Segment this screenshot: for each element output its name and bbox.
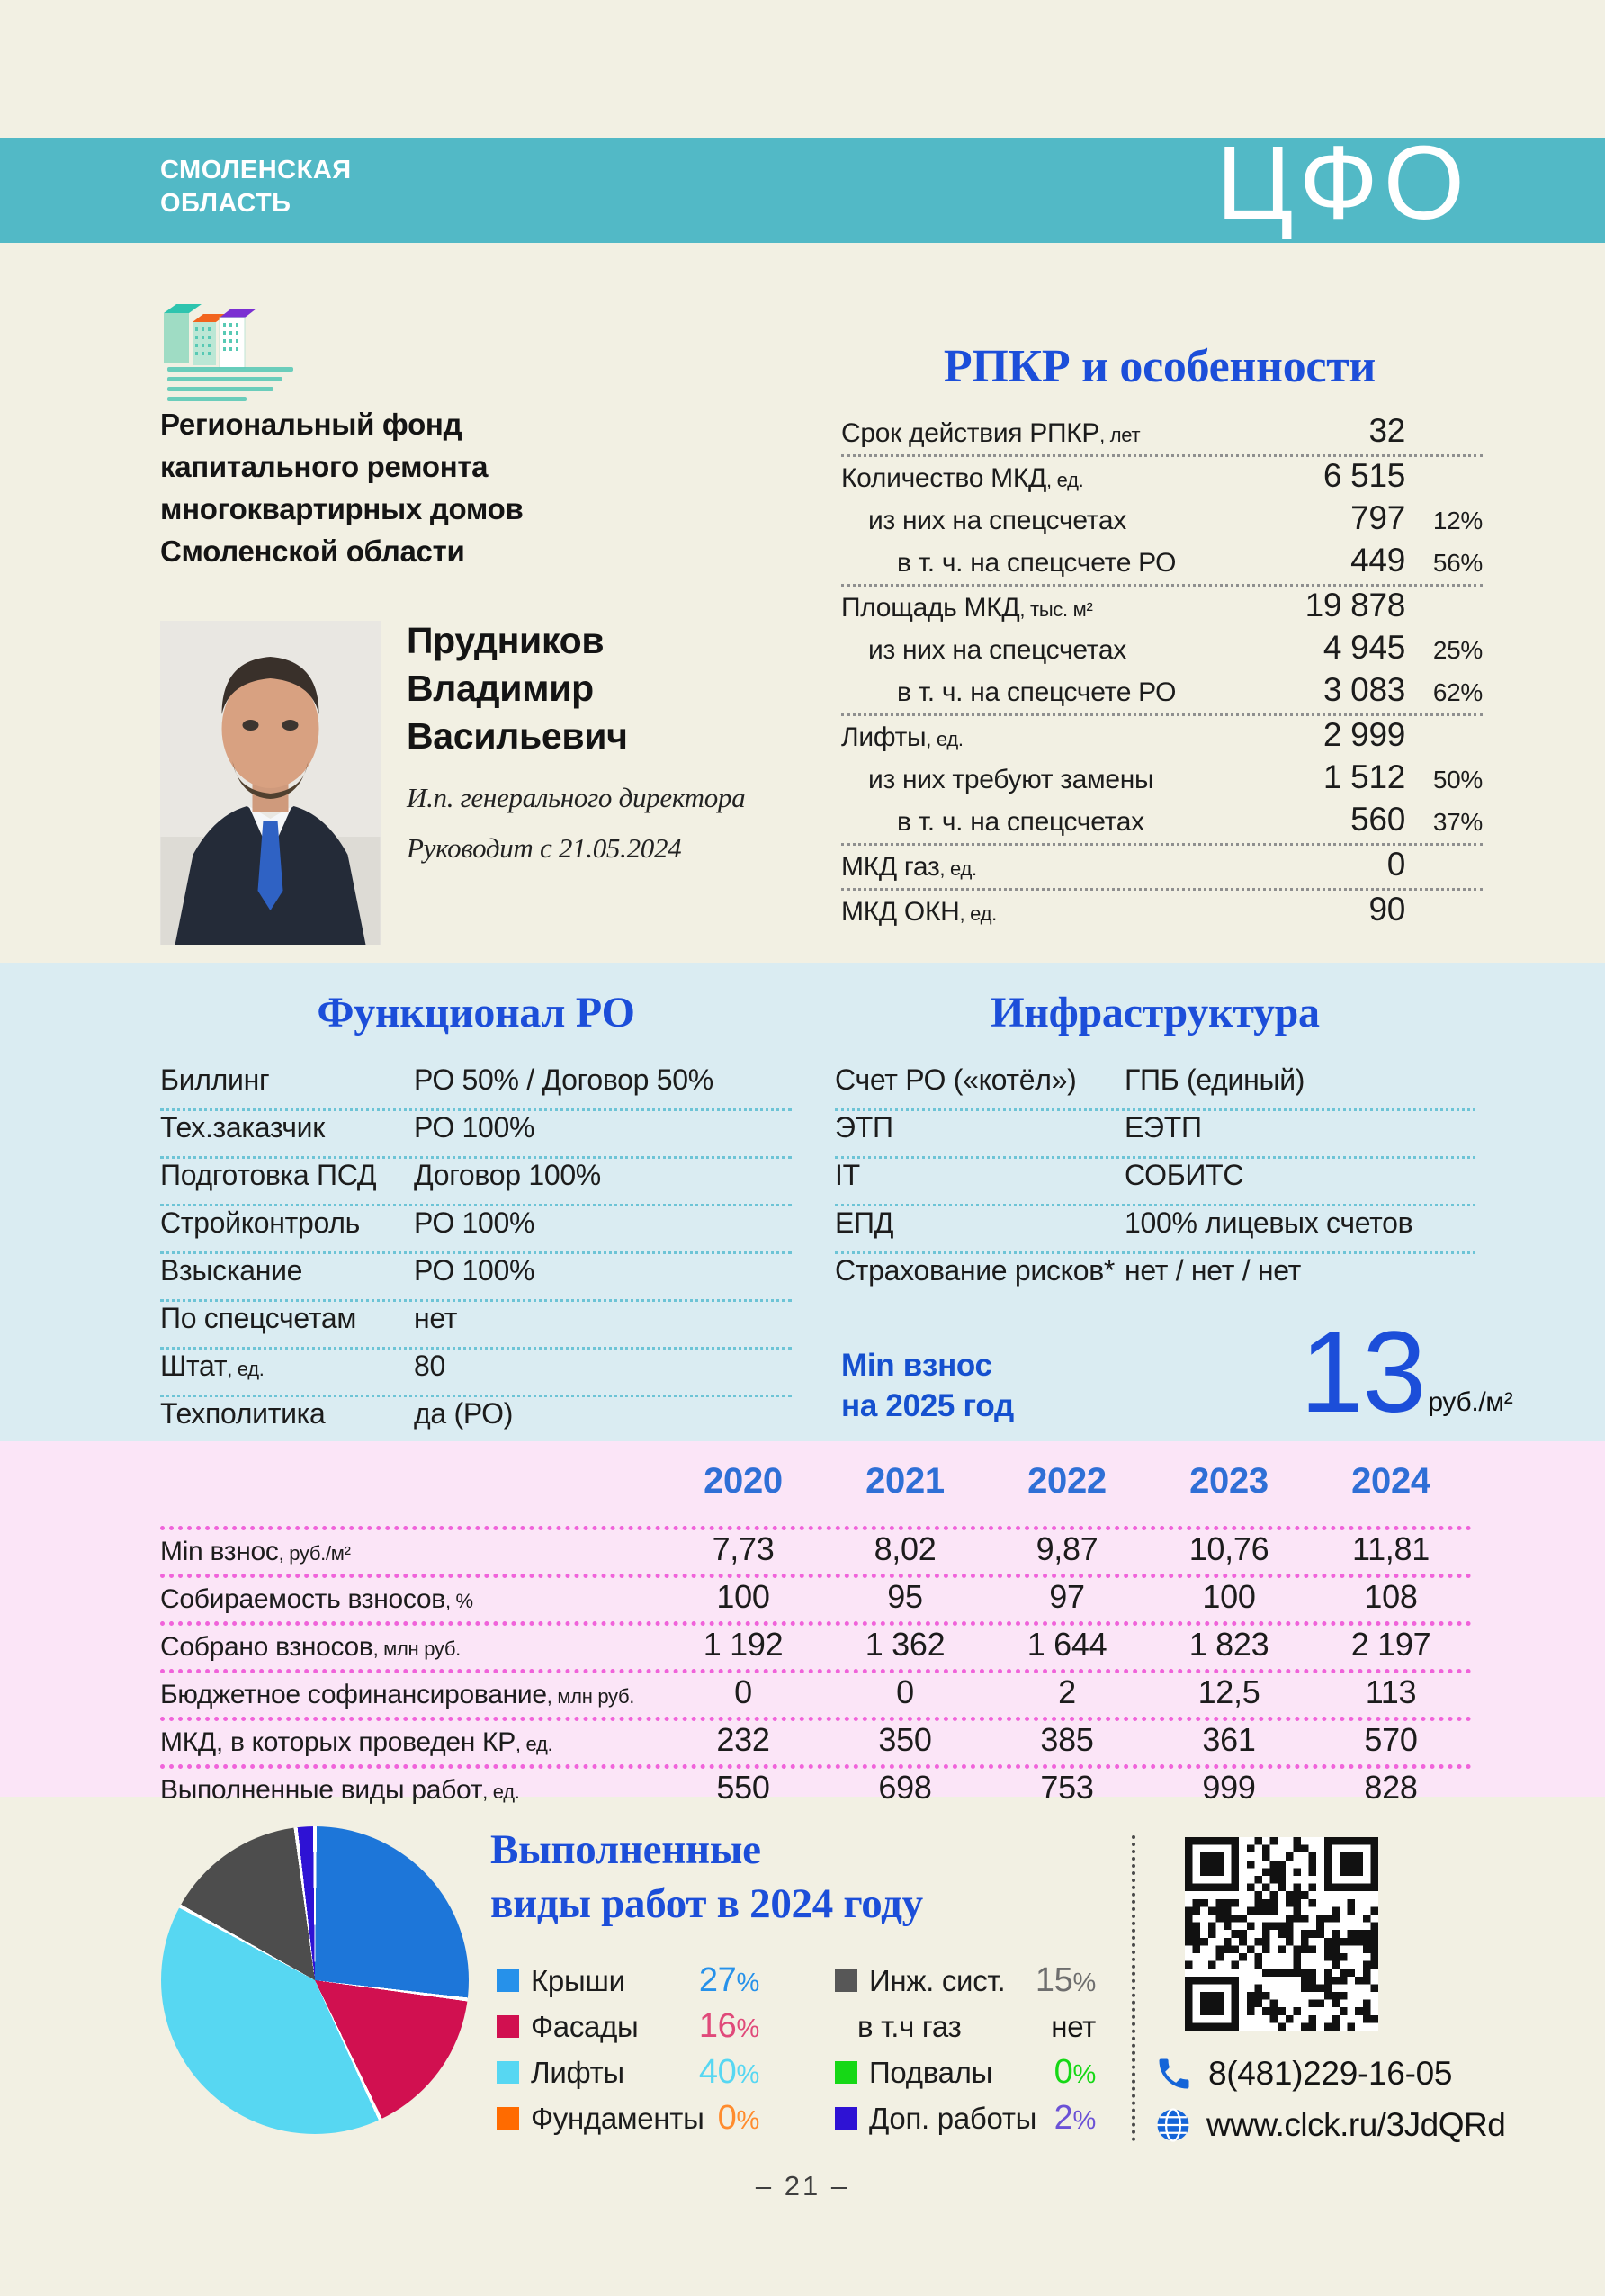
chart-title bbox=[490, 1823, 1120, 1931]
cell-value: 350 bbox=[878, 1721, 932, 1758]
row-label: из них на спецсчетах bbox=[868, 506, 1126, 535]
table-row bbox=[841, 758, 1483, 801]
row-percent: 37% bbox=[1432, 808, 1483, 836]
cell-value: 232 bbox=[716, 1721, 770, 1758]
pie-chart bbox=[161, 1826, 469, 2134]
table-row bbox=[835, 1254, 1475, 1299]
row-label: Количество МКД bbox=[841, 463, 1047, 493]
federal-district-label: ЦФО bbox=[1215, 124, 1470, 241]
functional-table bbox=[160, 1063, 792, 1442]
cell-value: 753 bbox=[1040, 1769, 1094, 1806]
table-row bbox=[841, 457, 1483, 499]
row-value: 4 945 bbox=[1323, 629, 1405, 666]
table-row bbox=[841, 801, 1483, 846]
legend-value: 16 % bbox=[698, 2007, 759, 2045]
rpkr-table bbox=[841, 412, 1483, 933]
legend-swatch bbox=[497, 2107, 519, 2130]
cell-value: 10,76 bbox=[1188, 1530, 1269, 1567]
row-unit: , млн руб. bbox=[372, 1637, 461, 1660]
row-unit: , ед. bbox=[926, 728, 964, 750]
row-value: РО 100% bbox=[414, 1206, 535, 1239]
row-unit: , ед. bbox=[939, 857, 977, 880]
cell-value: 1 362 bbox=[865, 1626, 946, 1663]
phone-contact bbox=[1154, 2054, 1452, 2094]
director-position: И.п. генерального директора bbox=[407, 782, 746, 813]
page-number: – 21 – bbox=[755, 2170, 850, 2202]
table-row bbox=[835, 1111, 1475, 1159]
legend-item bbox=[835, 2049, 1096, 2095]
row-label: МКД ОКН bbox=[841, 897, 960, 927]
table-row bbox=[160, 1721, 1472, 1769]
chart-legend-right bbox=[835, 1958, 1096, 2141]
row-label: Подготовка ПСД bbox=[160, 1159, 377, 1191]
row-label: ЕПД bbox=[835, 1206, 894, 1239]
vertical-dotted-divider bbox=[1132, 1835, 1135, 2141]
legend-label: Доп. работы bbox=[869, 2101, 1037, 2135]
cell-value: 11,81 bbox=[1352, 1530, 1430, 1567]
legend-value: 40 % bbox=[698, 2053, 759, 2091]
row-label: ЭТП bbox=[835, 1111, 893, 1144]
row-value: 449 bbox=[1350, 542, 1405, 578]
table-row bbox=[160, 1673, 1472, 1721]
table-row bbox=[835, 1063, 1475, 1111]
table-row bbox=[835, 1159, 1475, 1206]
row-value: нет bbox=[414, 1302, 458, 1334]
row-unit: , ед. bbox=[515, 1733, 553, 1755]
year-column-header: 2021 bbox=[865, 1461, 945, 1501]
legend-label: Фундаменты bbox=[531, 2101, 704, 2135]
row-value: 90 bbox=[1368, 891, 1405, 928]
row-value: нет / нет / нет bbox=[1125, 1254, 1302, 1287]
min-fee-2025-label bbox=[841, 1345, 1014, 1426]
cell-value: 12,5 bbox=[1197, 1673, 1260, 1710]
cell-value: 100 bbox=[1202, 1578, 1256, 1615]
row-label: в т. ч. на спецсчете РО bbox=[897, 548, 1177, 578]
table-row bbox=[160, 1254, 792, 1302]
min-fee-number: 13 bbox=[1300, 1308, 1425, 1437]
row-label: IT bbox=[835, 1159, 860, 1191]
cell-value: 2 bbox=[1058, 1673, 1076, 1710]
row-label: Взыскание bbox=[160, 1254, 303, 1287]
row-label: Собрано взносов bbox=[160, 1632, 373, 1662]
table-row bbox=[160, 1626, 1472, 1673]
legend-item bbox=[497, 1958, 759, 2004]
row-value: 80 bbox=[414, 1350, 445, 1382]
cell-value: 1 823 bbox=[1188, 1626, 1269, 1663]
row-label: МКД, в которых проведен КР bbox=[160, 1727, 516, 1757]
legend-label: в т.ч газ bbox=[857, 2009, 962, 2043]
fund-logo bbox=[158, 293, 272, 375]
row-label: в т. ч. на спецсчете РО bbox=[897, 677, 1177, 707]
cell-value: 7,73 bbox=[712, 1530, 775, 1567]
year-column-header: 2020 bbox=[704, 1461, 783, 1501]
row-value: 100% лицевых счетов bbox=[1125, 1206, 1413, 1239]
infrastructure-table bbox=[835, 1063, 1475, 1299]
row-label: Стройконтроль bbox=[160, 1206, 361, 1239]
row-unit: , руб./м² bbox=[278, 1542, 351, 1565]
director-photo bbox=[160, 621, 381, 945]
region-header-bar bbox=[0, 124, 1605, 243]
row-unit: , ед. bbox=[227, 1358, 265, 1380]
region-name-line1: СМОЛЕНСКАЯ bbox=[160, 156, 352, 184]
director-tenure: Руководит с 21.05.2024 bbox=[407, 832, 682, 864]
row-value: РО 100% bbox=[414, 1111, 535, 1144]
cell-value: 550 bbox=[716, 1769, 770, 1806]
row-value: Договор 100% bbox=[414, 1159, 601, 1191]
yearly-statistics-table bbox=[160, 1461, 1472, 1812]
year-column-header: 2023 bbox=[1189, 1461, 1269, 1501]
website-contact bbox=[1154, 2106, 1505, 2144]
row-value: ГПБ (единый) bbox=[1125, 1063, 1305, 1096]
cell-value: 698 bbox=[878, 1769, 932, 1806]
legend-label: Лифты bbox=[531, 2055, 624, 2089]
row-value: 32 bbox=[1368, 412, 1405, 449]
row-label: Лифты bbox=[841, 722, 927, 752]
row-label: МКД газ bbox=[841, 852, 940, 882]
table-row bbox=[160, 1111, 792, 1159]
table-row bbox=[160, 1769, 1472, 1812]
table-row bbox=[160, 1302, 792, 1350]
legend-value: нет bbox=[1051, 2009, 1096, 2043]
row-percent: 50% bbox=[1432, 766, 1483, 794]
legend-label: Подвалы bbox=[869, 2055, 992, 2089]
legend-label: Инж. сист. bbox=[869, 1963, 1006, 1997]
row-value: РО 100% bbox=[414, 1254, 535, 1287]
row-value: ЕЭТП bbox=[1125, 1111, 1202, 1144]
table-row bbox=[160, 1206, 792, 1254]
cell-value: 100 bbox=[716, 1578, 770, 1615]
row-label: По спецсчетам bbox=[160, 1302, 357, 1334]
cell-value: 0 bbox=[734, 1673, 752, 1710]
row-percent: 62% bbox=[1432, 678, 1483, 706]
row-label: Биллинг bbox=[160, 1063, 270, 1096]
legend-item-gas-note bbox=[835, 2004, 1096, 2049]
row-label: Страхование рисков* bbox=[835, 1254, 1116, 1287]
globe-icon bbox=[1154, 2106, 1192, 2144]
functional-section-title: Функционал РО bbox=[317, 989, 635, 1036]
row-label: Бюджетное софинансирование bbox=[160, 1680, 547, 1709]
legend-swatch bbox=[497, 2015, 519, 2038]
cell-value: 999 bbox=[1202, 1769, 1256, 1806]
cell-value: 108 bbox=[1364, 1578, 1418, 1615]
table-row bbox=[841, 671, 1483, 716]
phone-icon bbox=[1154, 2054, 1194, 2094]
row-label: из них требуют замены bbox=[868, 765, 1154, 794]
fund-logo-caption bbox=[167, 367, 302, 407]
table-row bbox=[841, 499, 1483, 542]
row-percent: 56% bbox=[1432, 549, 1483, 577]
legend-value: 15 % bbox=[1035, 1961, 1096, 1999]
row-label: Срок действия РПКР bbox=[841, 418, 1100, 448]
table-row bbox=[841, 412, 1483, 457]
legend-item bbox=[835, 1958, 1096, 2004]
row-label: Собираемость взносов bbox=[160, 1584, 445, 1614]
cell-value: 361 bbox=[1202, 1721, 1256, 1758]
row-value: 2 999 bbox=[1323, 716, 1405, 753]
row-value: 0 bbox=[1386, 846, 1405, 883]
cell-value: 97 bbox=[1049, 1578, 1085, 1615]
row-label: Выполненные виды работ bbox=[160, 1775, 483, 1805]
table-row bbox=[841, 716, 1483, 758]
website-link[interactable]: www.clck.ru/3JdQRd bbox=[1206, 2106, 1506, 2143]
table-row bbox=[160, 1159, 792, 1206]
table-row bbox=[841, 587, 1483, 629]
row-percent: 25% bbox=[1432, 636, 1483, 664]
cell-value: 8,02 bbox=[874, 1530, 937, 1567]
director-portrait bbox=[160, 621, 381, 945]
table-row bbox=[160, 1397, 792, 1442]
legend-item bbox=[497, 2095, 759, 2141]
fund-logo-buildings bbox=[158, 293, 272, 371]
chart-title-line2: виды работ в 2024 году bbox=[490, 1880, 923, 1927]
cell-value: 95 bbox=[887, 1578, 923, 1615]
region-name-line2: ОБЛАСТЬ bbox=[160, 189, 291, 218]
legend-item bbox=[497, 2004, 759, 2049]
infrastructure-section-title: Инфраструктура bbox=[991, 989, 1320, 1036]
min-fee-2025-value bbox=[1300, 1308, 1513, 1437]
chart-legend-left bbox=[497, 1958, 759, 2141]
table-row bbox=[841, 846, 1483, 891]
legend-swatch bbox=[835, 2061, 857, 2084]
row-label: Штат bbox=[160, 1350, 228, 1382]
row-value: 19 878 bbox=[1305, 587, 1405, 623]
row-unit: , ед. bbox=[482, 1780, 520, 1803]
row-value: 1 512 bbox=[1323, 758, 1405, 795]
year-column-header: 2022 bbox=[1027, 1461, 1107, 1501]
row-unit: , млн руб. bbox=[546, 1685, 635, 1708]
director-middle-name: Васильевич bbox=[407, 715, 628, 757]
row-value: 560 bbox=[1350, 801, 1405, 838]
row-label: Площадь МКД bbox=[841, 593, 1020, 623]
row-value: 3 083 bbox=[1323, 671, 1405, 708]
region-name bbox=[160, 154, 352, 220]
cell-value: 1 644 bbox=[1027, 1626, 1107, 1663]
row-value: СОБИТС bbox=[1125, 1159, 1244, 1191]
rpkr-section-title: РПКР и особенности bbox=[943, 341, 1376, 392]
table-row bbox=[841, 542, 1483, 587]
row-label: Техполитика bbox=[160, 1397, 326, 1430]
min-fee-unit: руб./м² bbox=[1428, 1387, 1513, 1417]
chart-title-line1: Выполненные bbox=[490, 1826, 761, 1873]
legend-label: Крыши bbox=[531, 1963, 625, 1997]
phone-number: 8(481)229-16-05 bbox=[1208, 2055, 1453, 2092]
cell-value: 1 192 bbox=[703, 1626, 784, 1663]
legend-value: 2 % bbox=[1054, 2099, 1096, 2137]
director-last-name: Прудников bbox=[407, 620, 605, 661]
cell-value: 570 bbox=[1364, 1721, 1418, 1758]
table-row bbox=[160, 1578, 1472, 1626]
director-first-name: Владимир bbox=[407, 668, 594, 709]
year-column-header: 2024 bbox=[1351, 1461, 1430, 1501]
row-label: в т. ч. на спецсчетах bbox=[897, 807, 1144, 837]
organization-name: Региональный фонд капитального ремонта многоквартирных домов Смоленской области bbox=[160, 408, 524, 568]
row-unit: , % bbox=[444, 1590, 473, 1612]
row-unit: , лет bbox=[1099, 424, 1141, 446]
row-unit: , тыс. м² bbox=[1019, 598, 1093, 621]
row-label: Min взнос bbox=[160, 1537, 279, 1566]
legend-swatch bbox=[835, 1969, 857, 1992]
min-fee-label-line2: на 2025 год bbox=[841, 1388, 1014, 1423]
legend-item bbox=[497, 2049, 759, 2095]
row-label: Тех.заказчик bbox=[160, 1111, 325, 1144]
table-row bbox=[841, 891, 1483, 933]
legend-item bbox=[835, 2095, 1096, 2141]
cell-value: 385 bbox=[1040, 1721, 1094, 1758]
legend-swatch bbox=[497, 2061, 519, 2084]
legend-value: 0 % bbox=[1054, 2053, 1096, 2091]
qr-code bbox=[1185, 1837, 1378, 2031]
row-label: из них на спецсчетах bbox=[868, 635, 1126, 665]
table-row bbox=[160, 1530, 1472, 1578]
min-fee-label-line1: Min взнос bbox=[841, 1348, 992, 1383]
legend-label: Фасады bbox=[531, 2009, 639, 2043]
row-percent: 12% bbox=[1432, 507, 1483, 534]
row-value: РО 50% / Договор 50% bbox=[414, 1063, 713, 1096]
table-row bbox=[160, 1350, 792, 1397]
functions-infrastructure-section bbox=[0, 963, 1605, 1441]
legend-swatch bbox=[497, 1969, 519, 1992]
row-unit: , ед. bbox=[1046, 469, 1084, 491]
cell-value: 828 bbox=[1364, 1769, 1418, 1806]
cell-value: 113 bbox=[1365, 1673, 1417, 1710]
table-row bbox=[160, 1063, 792, 1111]
yearly-statistics-section bbox=[0, 1441, 1605, 1806]
table-row bbox=[841, 629, 1483, 671]
row-unit: , ед. bbox=[959, 902, 997, 925]
table-header-row bbox=[160, 1461, 1472, 1530]
legend-swatch bbox=[835, 2107, 857, 2130]
row-label: Счет РО («котёл») bbox=[835, 1063, 1077, 1096]
table-row bbox=[835, 1206, 1475, 1254]
cell-value: 9,87 bbox=[1036, 1530, 1098, 1567]
cell-value: 2 197 bbox=[1350, 1626, 1431, 1663]
legend-value: 0 % bbox=[717, 2099, 759, 2137]
row-value: 797 bbox=[1350, 499, 1405, 536]
legend-value: 27 % bbox=[698, 1961, 759, 1999]
row-value: 6 515 bbox=[1323, 457, 1405, 494]
row-value: да (РО) bbox=[414, 1397, 514, 1430]
cell-value: 0 bbox=[896, 1673, 914, 1710]
